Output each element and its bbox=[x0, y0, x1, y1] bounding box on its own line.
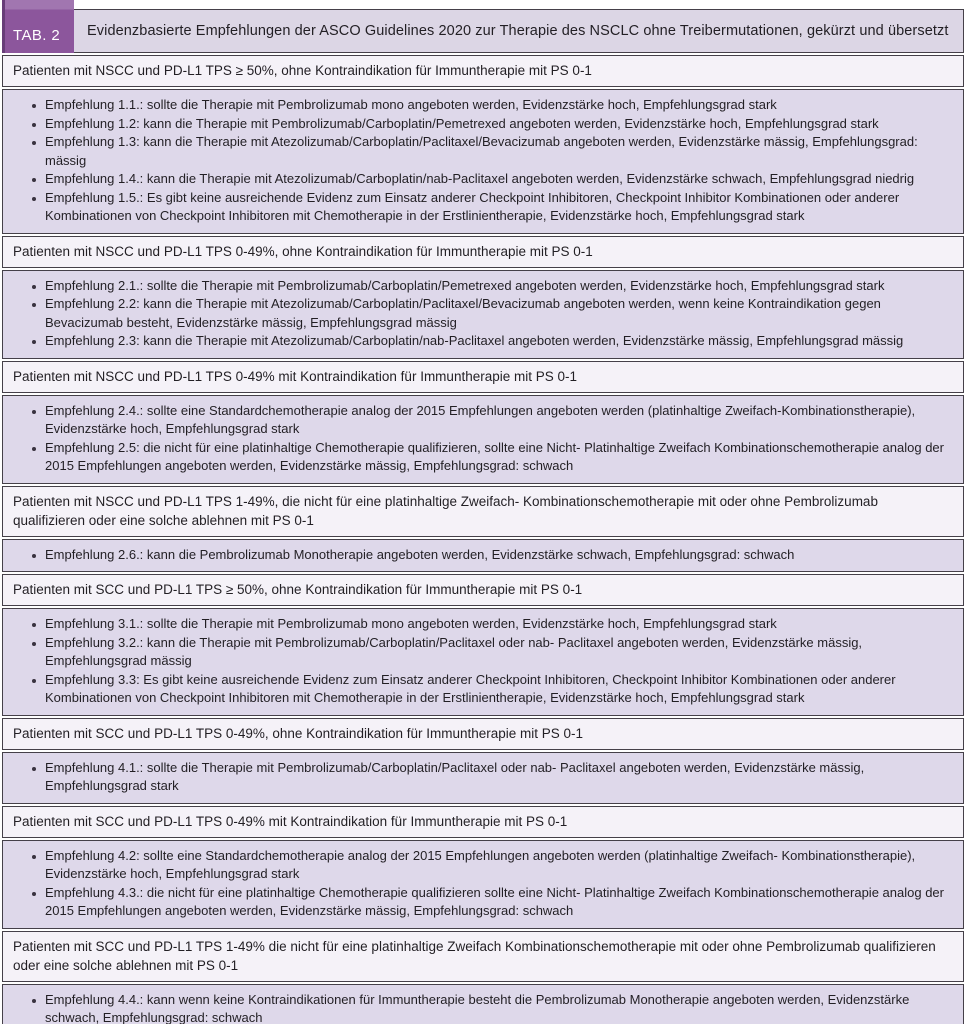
section-header-text: Patienten mit SCC und PD-L1 TPS 0-49%, ohne Kontraindikation für Immuntherapie mit PS 0-1 bbox=[13, 725, 584, 741]
recommendation-text: Empfehlung 2.2: kann die Therapie mit Atezolizumab/Carboplatin/Paclitaxel/Bevacizumab angeboten werden, wenn keine Kontraindikation gegen Bevacizumab besteht, Evidenzstärke mässig, Empfehlungsgrad mässig bbox=[45, 296, 881, 330]
list-item bbox=[3, 615, 949, 634]
recommendation-text: Empfehlung 1.1.: sollte die Therapie mit Pembrolizumab mono angeboten werden, Evidenzstärke hoch, Empfehlungsgrad stark bbox=[45, 97, 777, 112]
recommendation-list bbox=[2, 539, 964, 573]
table-tag-badge bbox=[2, 0, 74, 53]
recommendation-list bbox=[2, 270, 964, 359]
recommendation-text: Empfehlung 1.5.: Es gibt keine ausreichende Evidenz zum Einsatz anderer Checkpoint Inhibitoren, Checkpoint Inhibitor Kombinationen oder anderer Kombinationen von Checkpoint Inhibitoren mit Chemotherapie in der Erstlinientherapie, Evidenzstärke hoch, Empfehlungsgrad stark bbox=[45, 189, 900, 223]
recommendation-text: Empfehlung 2.5: die nicht für eine platinhaltige Chemotherapie qualifizieren, sollte eine Nicht- Platinhaltige Zweifach Kombinationschemotherapie analog der 2015 Empfehlungen angeboten werden, Evidenzstärke mässig, Empfehlungsgrad: schwach bbox=[45, 439, 944, 473]
table-title: Evidenzbasierte Empfehlungen der ASCO Guidelines 2020 zur Therapie des NSCLC ohne Treibermutationen, gekürzt und übersetzt bbox=[87, 23, 949, 39]
title-bar bbox=[2, 9, 964, 53]
recommendation-text: Empfehlung 4.2: sollte eine Standardchemotherapie analog der 2015 Empfehlungen angeboten werden (platinhaltige Zweifach- Kombinationstherapie), Evidenzstärke hoch, Empfehlungsgrad stark bbox=[45, 847, 916, 881]
bullet-icon bbox=[32, 104, 36, 108]
list-item bbox=[3, 189, 949, 226]
list-item bbox=[3, 759, 949, 796]
section-header-scc-0-49-ohne bbox=[2, 718, 964, 750]
asco-guidelines-table bbox=[2, 0, 964, 1024]
section-header-text: Patienten mit NSCC und PD-L1 TPS 1-49%, die nicht für eine platinhaltige Zweifach- Kombinationschemotherapie mit oder ohne Pembrolizumab qualifizieren oder eine solche ablehnen mit PS 0-1 bbox=[13, 493, 878, 528]
recommendation-text: Empfehlung 3.2.: kann die Therapie mit Pembrolizumab/Carboplatin/Paclitaxel oder nab- Paclitaxel angeboten werden, Evidenzstärke mässig, Empfehlungsgrad mässig bbox=[45, 634, 863, 668]
section-header-nscc-1-49 bbox=[2, 486, 964, 537]
recommendation-list bbox=[2, 608, 964, 716]
section-header-text: Patienten mit NSCC und PD-L1 TPS 0-49% mit Kontraindikation für Immuntherapie mit PS 0-1 bbox=[13, 368, 578, 384]
list-item bbox=[3, 96, 949, 115]
list-item bbox=[3, 847, 949, 884]
bullet-icon bbox=[32, 197, 36, 201]
bullet-icon bbox=[32, 642, 36, 646]
section-header-text: Patienten mit NSCC und PD-L1 TPS ≥ 50%, ohne Kontraindikation für Immuntherapie mit PS 0-1 bbox=[13, 63, 592, 78]
list-item bbox=[3, 115, 949, 134]
recommendation-text: Empfehlung 3.1.: sollte die Therapie mit Pembrolizumab mono angeboten werden, Evidenzstärke hoch, Empfehlungsgrad stark bbox=[45, 616, 777, 631]
recommendation-text: Empfehlung 2.3: kann die Therapie mit Atezolizumab/Carboplatin/nab-Paclitaxel angeboten werden, Evidenzstärke mässig, Empfehlungsgrad mässig bbox=[45, 333, 904, 348]
bullet-icon bbox=[32, 141, 36, 145]
recommendation-text: Empfehlung 4.1.: sollte die Therapie mit Pembrolizumab/Carboplatin/Paclitaxel oder nab- Paclitaxel angeboten werden, Evidenzstärke mässig, Empfehlungsgrad stark bbox=[45, 759, 865, 793]
recommendation-list bbox=[2, 984, 964, 1024]
list-item bbox=[3, 295, 949, 332]
list-item bbox=[3, 277, 949, 296]
bullet-icon bbox=[32, 285, 36, 289]
recommendation-list bbox=[2, 89, 964, 234]
bullet-icon bbox=[32, 123, 36, 127]
bullet-icon bbox=[32, 447, 36, 451]
bullet-icon bbox=[32, 303, 36, 307]
recommendation-list bbox=[2, 752, 964, 804]
list-item bbox=[3, 991, 949, 1024]
recommendation-text: Empfehlung 2.1.: sollte die Therapie mit Pembrolizumab/Carboplatin/Pemetrexed angeboten werden, Evidenzstärke hoch, Empfehlungsgrad stark bbox=[45, 277, 885, 293]
list-item bbox=[3, 439, 949, 476]
bullet-icon bbox=[32, 623, 36, 627]
section-header-scc-1-49 bbox=[2, 931, 964, 982]
section-header-nscc-0-49-mit bbox=[2, 361, 964, 393]
list-item bbox=[3, 884, 949, 921]
section-header-text: Patienten mit NSCC und PD-L1 TPS 0-49%, ohne Kontraindikation für Immuntherapie mit PS 0-1 bbox=[13, 243, 593, 259]
list-item bbox=[3, 671, 949, 708]
bullet-icon bbox=[32, 767, 36, 771]
list-item bbox=[3, 402, 949, 439]
bullet-icon bbox=[32, 999, 36, 1003]
recommendation-text: Empfehlung 3.3: Es gibt keine ausreichende Evidenz zum Einsatz anderer Checkpoint Inhibitoren, Checkpoint Inhibitor Kombinationen oder anderer Kombinationen von Checkpoint Inhibitoren mit Chemotherapie in der Erstlinientherapie, Evidenzstärke hoch, Empfehlungsgrad stark bbox=[45, 671, 896, 705]
recommendation-list bbox=[2, 395, 964, 484]
list-item bbox=[3, 170, 949, 189]
bullet-icon bbox=[32, 679, 36, 683]
bullet-icon bbox=[32, 178, 36, 182]
recommendation-text: Empfehlung 1.3: kann die Therapie mit Atezolizumab/Carboplatin/Paclitaxel/Bevacizumab angeboten werden, Evidenzstärke mässig, Empfehlungsgrad: mässig bbox=[45, 134, 918, 168]
section-header-nscc-0-49-ohne bbox=[2, 236, 964, 268]
recommendation-text: Empfehlung 1.2: kann die Therapie mit Pembrolizumab/Carboplatin/Pemetrexed angeboten werden, Evidenzstärke hoch, Empfehlungsgrad stark bbox=[45, 115, 879, 131]
recommendation-text: Empfehlung 4.4.: kann wenn keine Kontraindikationen für Immuntherapie besteht die Pembrolizumab Monotherapie angeboten werden, Evidenzstärke schwach, Empfehlungsgrad: schwach bbox=[45, 991, 910, 1024]
section-header-text: Patienten mit SCC und PD-L1 TPS 1-49% die nicht für eine platinhaltige Zweifach Kombinationschemotherapie mit oder ohne Pembrolizumab qualifizieren oder eine solche ablehnen mit PS 0-1 bbox=[13, 938, 936, 973]
section-header-nscc-ge50-ohne bbox=[2, 55, 964, 87]
section-header-text: Patienten mit SCC und PD-L1 TPS ≥ 50%, ohne Kontraindikation für Immuntherapie mit PS 0-1 bbox=[13, 582, 583, 597]
list-item bbox=[3, 634, 949, 671]
bullet-icon bbox=[32, 892, 36, 896]
recommendation-text: Empfehlung 4.3.: die nicht für eine platinhaltige Chemotherapie qualifizieren sollte eine Nicht- Platinhaltige Zweifach Kombinationschemotherapie analog der 2015 Empfehlungen angeboten werden, Evidenzstärke mässig, Empfehlungsgrad: schwach bbox=[45, 884, 944, 918]
table-header-row bbox=[2, 0, 964, 53]
bullet-icon bbox=[32, 554, 36, 558]
recommendation-text: Empfehlung 2.4.: sollte eine Standardchemotherapie analog der 2015 Empfehlungen angeboten werden (platinhaltige Zweifach-Kombinationstherapie), Evidenzstärke hoch, Empfehlungsgrad stark bbox=[45, 402, 916, 436]
bullet-icon bbox=[32, 410, 36, 414]
section-header-scc-0-49-mit bbox=[2, 806, 964, 838]
recommendation-text: Empfehlung 1.4.: kann die Therapie mit Atezolizumab/Carboplatin/nab-Paclitaxel angeboten werden, Evidenzstärke schwach, Empfehlungsgrad niedrig bbox=[45, 171, 915, 186]
list-item bbox=[3, 546, 949, 565]
list-item bbox=[3, 133, 949, 170]
list-item bbox=[3, 332, 949, 351]
bullet-icon bbox=[32, 855, 36, 859]
section-header-text: Patienten mit SCC und PD-L1 TPS 0-49% mit Kontraindikation für Immuntherapie mit PS 0-1 bbox=[13, 813, 568, 829]
bullet-icon bbox=[32, 340, 36, 344]
recommendation-list bbox=[2, 840, 964, 929]
recommendation-text: Empfehlung 2.6.: kann die Pembrolizumab Monotherapie angeboten werden, Evidenzstärke schwach, Empfehlungsgrad: schwach bbox=[45, 546, 795, 562]
section-header-scc-ge50-ohne bbox=[2, 574, 964, 606]
table-tag-label: TAB. 2 bbox=[13, 27, 61, 44]
